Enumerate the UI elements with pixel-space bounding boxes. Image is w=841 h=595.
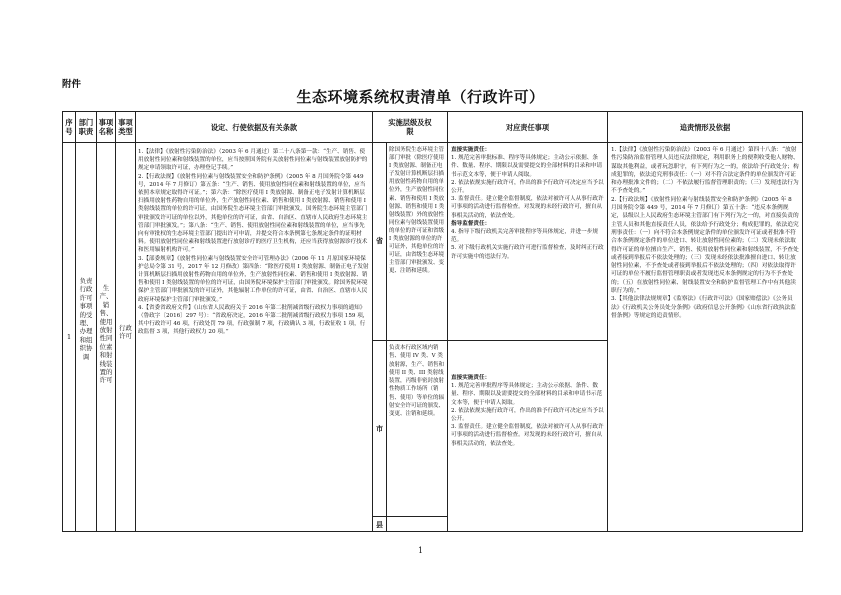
duty-province <box>451 146 605 338</box>
level-province: 省 <box>376 236 383 245</box>
level-county: 县 <box>376 520 383 529</box>
header-seq: 序号 <box>65 118 73 136</box>
basis-paragraph: 4.【省委省政府文件】《山东省人民政府关于 2016 年第二批削减省级行政权力事项的通知》（鲁政字〔2016〕297 号）：“省政府决定，2016 年第二批削减省级行政权力事项 159 项，其中行政许可 46 项，行政处罚 79 项，行政强制 7 项，行政确认 3 项，行政征收 1 项，行政监督 3 项，其他行政权力 20 项。” <box>138 304 369 336</box>
header-item-type: 事项类型 <box>118 118 133 136</box>
duty-item: 4. 指导下级行政机关完善审批程序等具体规定，并进一步规范。 <box>451 229 598 244</box>
duty-item: 1. 规范完善审批标准、程序等具体规定；主动公示依据、条件、数量、程序、期限以及需要提交的全部材料的目录和申请书示范文本等，便于申请人阅取。 <box>451 155 603 178</box>
accountability-paragraph: 3.【其他法律法规规章】《监察法》《行政许可法》《国家赔偿法》《公务员法》《行政机关公务员处分条例》《政府信息公开条例》《山东省行政执法监督条例》等规定的追责情形。 <box>611 296 796 319</box>
header-dept: 部门职责 <box>78 118 94 136</box>
basis-text <box>138 148 370 528</box>
row-dept: 负责行政许可事项的受理、办理和组织协调 <box>79 277 93 361</box>
accountability-paragraph: 2.【行政法规】《放射性同位素与射线装置安全和防护条例》（2005 年 8 月国务院令第 449 号，2014 年 7 月修订）第五十条：“违反本条例规定，县级以上人民政府生态环境主管部门有下列行为之一的，对直接负责的主管人员和其他直接责任人员，依法给予行政处分；构成犯罪的，依法追究刑事责任：（一）向不符合本条例规定条件的单位颁发许可证或者批准不符合本条例规定条件的单位进口、转让放射性同位素的；（二）发现未依法取得许可证的单位擅自生产、销售、使用放射性同位素和射线装置，不予查处或者接到举报后不依法处理的；（三）发现未经依法批准擅自进口、转让放射性同位素，不予查处或者接到举报后不依法处理的；（四）对依法取得许可证的单位不履行监督管理职责或者发现违反本条例规定的行为不予查处的；（五）在放射性同位素、射线装置安全和防护监督管理工作中有其他渎职行为的。” <box>611 196 799 295</box>
basis-paragraph: 2.【行政法规】《放射性同位素与射线装置安全和防护条例》（2005 年 8 月国务院令第 449 号，2014 年 7 月修订）第五条：“生产、销售、使用放射性同位素和射线装置的单位，应当依照本章规定取得许可证。”；第六条：“除医疗使用 I 类放射源、制备正电子发射计算机断层扫描用放射性药物自用的单位外，生产放射性同位素、销售和使用 I 类放射源、销售和使用 I 类射线装置的单位的许可证，由国务院生态环境主管部门审批颁发。国务院生态环境主管部门审批颁发许可证的单位以外，其他单位的许可证，由省、自治区、直辖市人民政府生态环境主管部门审批颁发。”；第八条：“生产、销售、使用放射性同位素和射线装置的单位，应当事先向有审批权的生态环境主管部门提出许可申请，并提交符合本条例第七条规定条件的证明材料。使用放射性同位素和射线装置进行放射诊疗的医疗卫生机构，还应当获得放射源诊疗技术和医用辐射机构许可。” <box>138 173 368 254</box>
row-item-name: 生产、销售、使用放射性同位素和射线装置的许可 <box>99 284 113 385</box>
duty-item: 1. 规范完善审批程序等具体规定；主动公示依据、条件、数量、程序、期限以及需要提交的全部材料的目录和申请书示范文本等，便于申请人阅取。 <box>451 383 603 406</box>
city-scope: 负责本行政区域内销售、使用 IV 类、V 类放射源，生产、销售和使用 II 类、III 类射线装置，丙级非密封放射性物质工作场所（销售、使用）等单位的辐射安全许可证的颁发、变更、注销和延续。 <box>389 345 445 418</box>
accountability-text <box>611 146 799 528</box>
page-title: 生态环境系统权责清单（行政许可） <box>296 88 545 106</box>
header-accountability: 追责情形及依据 <box>679 122 731 132</box>
duty-section-title: 直接实施责任： <box>451 147 491 153</box>
duty-item: 2. 依法依规实施行政许可，作出的准予行政许可决定应当予以公开。 <box>451 179 604 195</box>
duty-item: 3. 监督责任。建立健全监督制度，依法对被许可人从事行政许可事项的活动进行监督检查。对发现的未经行政许可，擅自从事相关活动的，依法查处。 <box>451 196 604 219</box>
header-item-name: 事项名称 <box>98 118 114 136</box>
header-duty: 对应责任事项 <box>505 122 550 132</box>
duty-section-title: 指导监督责任： <box>451 220 491 227</box>
header-basis: 设定、行使依据及有关条款 <box>210 122 298 132</box>
header-level: 实施层级及权限 <box>388 118 432 136</box>
annex-label: 附件 <box>62 79 82 90</box>
duty-section-title: 直接实施责任： <box>451 375 491 381</box>
row-item-type: 行政许可 <box>119 324 132 341</box>
page-number: 1 <box>417 546 424 555</box>
row-seq: 1 <box>66 332 72 341</box>
basis-paragraph: 3.【部委规章】《放射性同位素与射线装置安全许可管理办法》（2006 年 11 月原国家环境保护总局令第 31 号，2017 年 12 月修改）第四条：“除医疗使用 I 类放射源、制备正电子发射计算机断层扫描用放射性药物自用的单位外，生产放射性同位素、销售和使用 I 类放射源、销售和使用 I 类射线装置的单位的许可证，由国务院环境保护主管部门审批颁发。除国务院环境保护主管部门审批颁发的许可证外，其他辐射工作单位的许可证，由省、自治区、直辖市人民政府环境保护主管部门审批颁发。” <box>138 255 369 303</box>
basis-paragraph: 1.【法律】《放射性污染防治法》（2003 年 6 月通过）第二十八条第一款：“生产、销售、使用放射性同位素和射线装置的单位，应当按照国务院有关放射性同位素与射线装置放射防护的规定申请领取许可证，办理登记手续。” <box>138 149 368 172</box>
accountability-paragraph: 1.【法律】《放射性污染防治法》（2003 年 6 月通过）第四十八条：“放射性污染防治监督管理人员违反法律规定，利用职务上的便利收受他人财物、谋取其他利益，或者玩忽职守，有下列行为之一的，依法给予行政处分；构成犯罪的，依法追究刑事责任：（一）对不符合法定条件的单位颁发许可证和办理批准文件的；（二）不依法履行监督管理职责的；（三）发现违法行为不予查处的。” <box>611 147 799 195</box>
province-scope: 除国务院生态环境主管部门审批（除医疗使用 I 类放射源、制备正电子发射计算机断层扫描用放射性药物自用的单位外，生产放射性同位素、销售和使用 I 类放射源、销售和使用 I 类射线装置）外的放射性同位素与射线装置使用的单位的许可证和省级 I 类放射源的单位的许可证外，其他单位的许可证，由省级生态环境主管部门审批颁发、变更、注销和延续。 <box>389 147 445 275</box>
duty-city <box>451 374 605 524</box>
authority-table <box>62 111 803 532</box>
duty-item: 2. 依法依规实施行政许可，作出的准予行政许可决定应当予以公开。 <box>451 407 604 423</box>
level-city: 市 <box>376 424 383 433</box>
duty-item: 3. 监督责任。建立健全监督制度，依法对被许可人从事行政许可事项的活动进行监督检查。对发现的未经行政许可，擅自从事相关活动的，依法查处。 <box>451 424 604 447</box>
duty-item: 5. 对下级行政机关实施行政许可进行监督检查，及时纠正行政许可实施中的违法行为。 <box>451 245 604 260</box>
